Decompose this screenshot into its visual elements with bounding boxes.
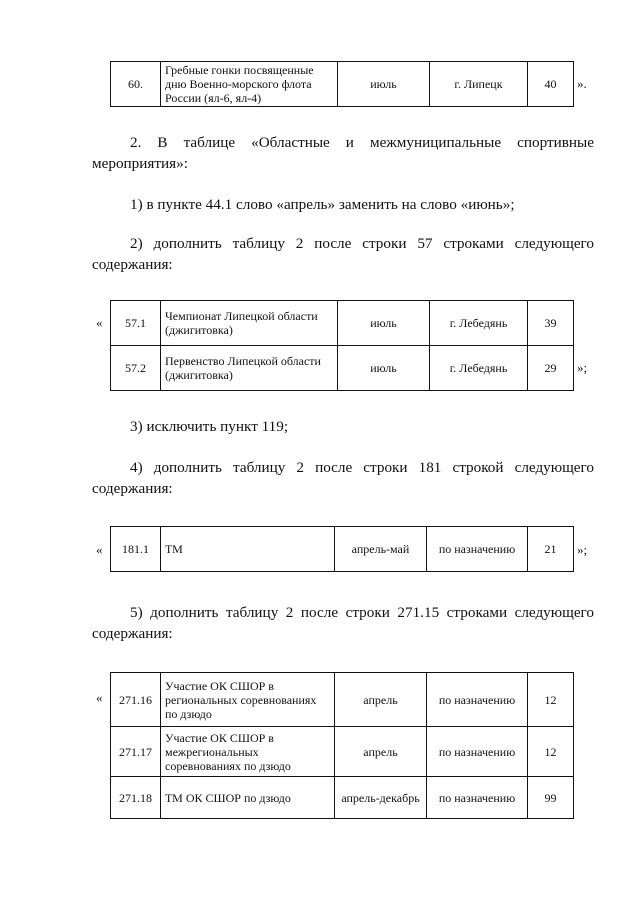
row-number: 271.18 [111, 777, 161, 819]
paragraph-2-5: 5) дополнить таблицу 2 после строки 271.15 строками следующего содержания: [92, 604, 594, 642]
participant-count: 29 [528, 346, 574, 391]
closing-quote: »; [577, 542, 588, 557]
participant-count: 12 [528, 673, 574, 727]
event-name: Чемпионат Липецкой области (джигитовка) [161, 301, 338, 346]
table-row [111, 62, 574, 107]
event-place: по назначению [427, 727, 528, 777]
opening-quote: « [96, 542, 103, 557]
table-row-60 [110, 61, 574, 107]
event-name: Первенство Липецкой области (джигитовка) [161, 346, 338, 391]
paragraph-2-2: 2) дополнить таблицу 2 после строки 57 строками следующего содержания: [92, 235, 594, 273]
event-place: по назначению [427, 777, 528, 819]
participant-count: 12 [528, 727, 574, 777]
opening-quote: « [96, 690, 103, 705]
participant-count: 99 [528, 777, 574, 819]
event-name: Участие ОК СШОР в региональных соревнованиях по дзюдо [161, 673, 335, 727]
event-name: Участие ОК СШОР в межрегиональных соревнованиях по дзюдо [161, 727, 335, 777]
table-rows-271 [110, 672, 574, 819]
table-row [111, 346, 574, 391]
event-place: по назначению [427, 527, 528, 572]
event-period: июль [338, 346, 430, 391]
row-number: 271.17 [111, 727, 161, 777]
row-number: 181.1 [111, 527, 161, 572]
row-number: 271.16 [111, 673, 161, 727]
event-name: ТМ ОК СШОР по дзюдо [161, 777, 335, 819]
event-place: г. Лебедянь [430, 346, 528, 391]
event-name: Гребные гонки посвященные дню Военно-морского флота России (ял-6, ял-4) [161, 62, 338, 107]
table-row [111, 301, 574, 346]
participant-count: 39 [528, 301, 574, 346]
table-row [111, 673, 574, 727]
table-row-181 [110, 526, 574, 572]
table-row [111, 777, 574, 819]
event-period: июль [338, 62, 430, 107]
table-rows-57 [110, 300, 574, 391]
event-period: апрель-декабрь [335, 777, 427, 819]
paragraph-2-3: 3) исключить пункт 119; [130, 418, 289, 435]
row-number: 57.2 [111, 346, 161, 391]
event-place: г. Липецк [430, 62, 528, 107]
table-row [111, 527, 574, 572]
paragraph-2: 2. В таблице «Областные и межмуниципальные спортивные мероприятия»: [92, 134, 594, 172]
event-period: апрель [335, 727, 427, 777]
event-name: ТМ [161, 527, 335, 572]
row-number: 60. [111, 62, 161, 107]
event-place: г. Лебедянь [430, 301, 528, 346]
closing-quote: ». [577, 76, 587, 91]
opening-quote: « [96, 315, 103, 330]
row-number: 57.1 [111, 301, 161, 346]
event-period: июль [338, 301, 430, 346]
table-row [111, 727, 574, 777]
participant-count: 21 [528, 527, 574, 572]
event-period: апрель-май [335, 527, 427, 572]
paragraph-2-4: 4) дополнить таблицу 2 после строки 181 строкой следующего содержания: [92, 459, 594, 497]
paragraph-2-1: 1) в пункте 44.1 слово «апрель» заменить на слово «июнь»; [130, 196, 515, 213]
event-place: по назначению [427, 673, 528, 727]
closing-quote: »; [577, 360, 588, 375]
participant-count: 40 [528, 62, 574, 107]
event-period: апрель [335, 673, 427, 727]
